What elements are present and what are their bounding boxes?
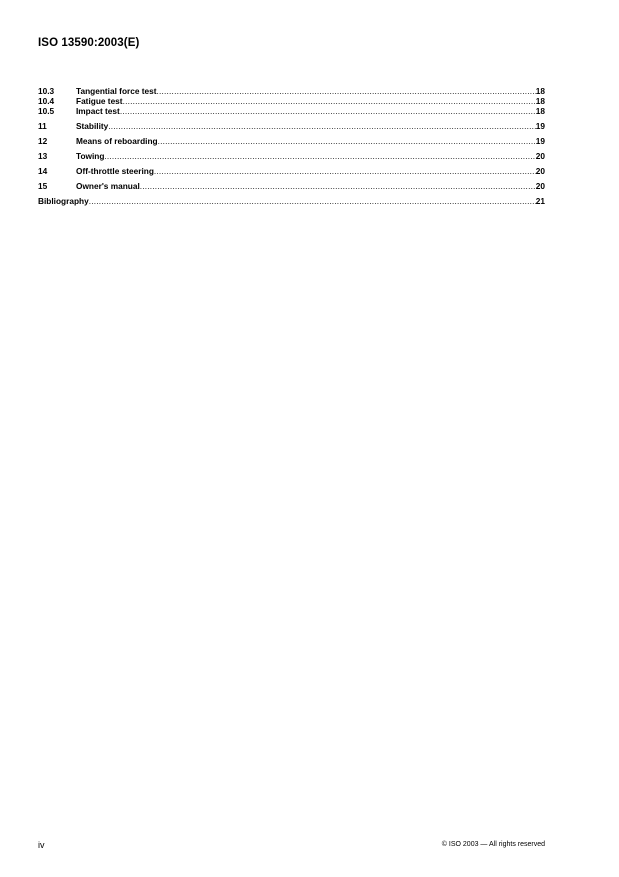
dot-leader	[89, 196, 536, 206]
toc-entry-number: 10.3	[38, 86, 55, 96]
copyright-notice: © ISO 2003 — All rights reserved	[441, 841, 545, 848]
toc-entry-page: 20	[535, 151, 545, 161]
dot-leader	[104, 151, 535, 161]
toc-entry-number: 10.5	[38, 106, 55, 116]
toc-entry-page: 21	[535, 196, 545, 206]
toc-entry-number: 14	[38, 166, 48, 176]
toc-entry-page: 18	[535, 106, 545, 116]
toc-entry-number: 13	[38, 151, 48, 161]
toc-entry[interactable]	[38, 136, 545, 146]
toc-entry-title: Owner's manual	[76, 181, 140, 191]
toc-entry[interactable]	[38, 106, 545, 116]
toc-entry[interactable]	[38, 96, 545, 106]
toc-entry-title: Tangential force test	[76, 86, 157, 96]
document-header: ISO 13590:2003(E)	[38, 37, 140, 49]
toc-entry-page: 18	[535, 96, 545, 106]
toc-entry-page: 18	[535, 86, 545, 96]
toc-entry-page: 20	[535, 181, 545, 191]
page-number: iv	[38, 840, 45, 850]
dot-leader	[123, 96, 536, 106]
toc-entry-title: Impact test	[76, 106, 120, 116]
toc-entry[interactable]	[38, 121, 545, 131]
toc-entry[interactable]	[38, 181, 545, 191]
toc-entry[interactable]	[38, 86, 545, 96]
toc-entry[interactable]	[38, 151, 545, 161]
dot-leader	[108, 121, 535, 131]
toc-entry-title: Bibliography	[38, 196, 89, 206]
toc-entry-title: Stability	[76, 121, 109, 131]
toc-entry-bibliography[interactable]	[38, 196, 545, 206]
dot-leader	[120, 106, 536, 116]
dot-leader	[157, 86, 536, 96]
dot-leader	[154, 166, 536, 176]
toc-entry-number: 11	[38, 121, 47, 131]
table-of-contents	[38, 86, 545, 206]
toc-entry-number: 12	[38, 136, 48, 146]
toc-entry[interactable]	[38, 166, 545, 176]
toc-entry-page: 19	[535, 136, 545, 146]
toc-entry-title: Towing	[76, 151, 105, 161]
toc-entry-title: Fatigue test	[76, 96, 123, 106]
toc-entry-page: 19	[535, 121, 545, 131]
toc-entry-number: 10.4	[38, 96, 55, 106]
toc-entry-title: Means of reboarding	[76, 136, 158, 146]
dot-leader	[158, 136, 536, 146]
toc-entry-number: 15	[38, 181, 48, 191]
dot-leader	[140, 181, 536, 191]
toc-entry-page: 20	[535, 166, 545, 176]
toc-entry-title: Off-throttle steering	[76, 166, 154, 176]
